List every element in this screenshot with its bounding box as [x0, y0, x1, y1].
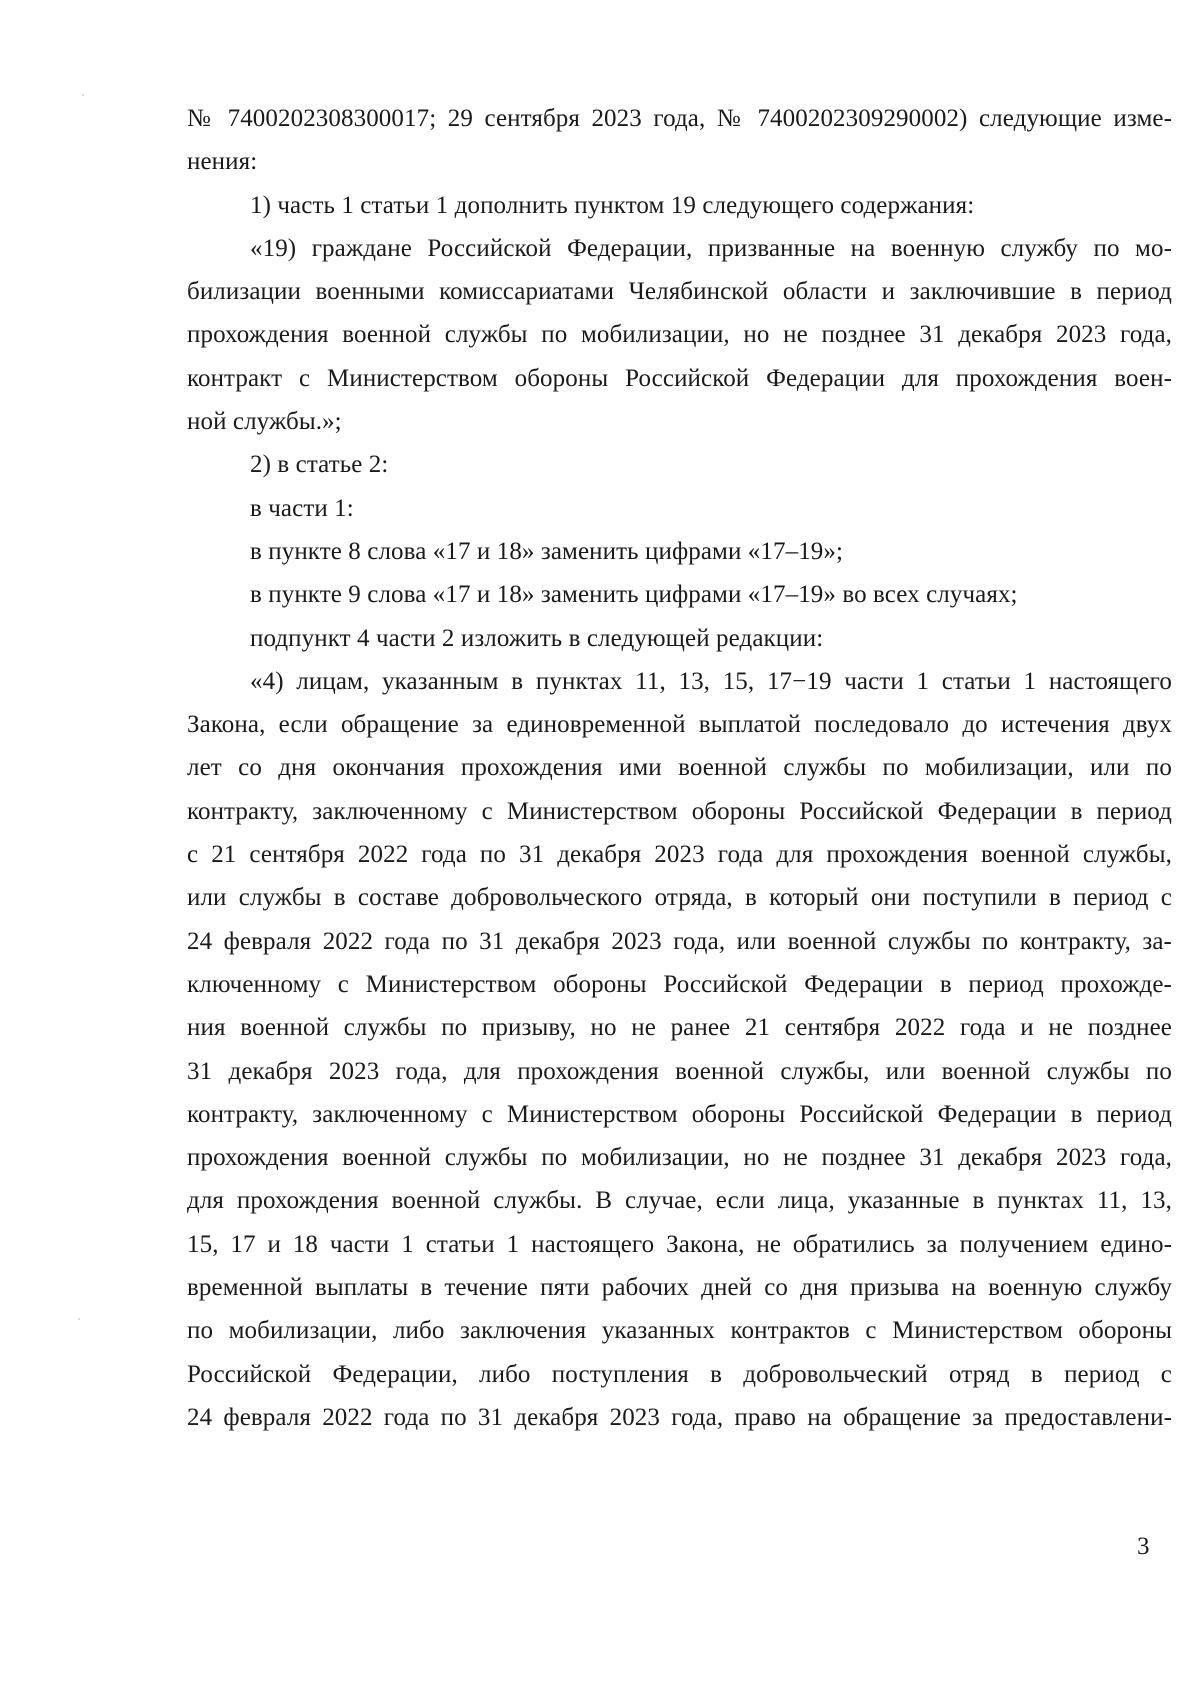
text-line: или службы в составе добровольческого отряда, в который они поступили в период с — [187, 884, 1172, 912]
text-line: «4) лицам, указанным в пунктах 11, 13, 15, 17−19 части 1 статьи 1 настоящего — [250, 667, 1172, 695]
text-line: билизации военными комиссариатами Челябинской области и заключившие в период — [187, 278, 1172, 306]
text-line: ключенному с Министерством обороны Российской Федерации в период прохожде- — [187, 970, 1172, 998]
text-line: № 7400202308300017; 29 сентября 2023 года, № 7400202309290002) следующие изме- — [187, 105, 1172, 132]
text-line: ния военной службы по призыву, но не ранее 21 сентября 2022 года и не позднее — [187, 1014, 1172, 1042]
document-body — [187, 97, 1172, 1439]
text-line: 31 декабря 2023 года, для прохождения военной службы, или военной службы по — [187, 1057, 1172, 1085]
text-line: контракту, заключенному с Министерством обороны Российской Федерации в период — [187, 797, 1172, 825]
text-line: «19) граждане Российской Федерации, призванные на военную службу по мо- — [250, 234, 1172, 262]
text-line: Закона, если обращение за единовременной выплатой последовало до истечения двух — [187, 711, 1172, 739]
text-line: по мобилизации, либо заключения указанных контрактов с Министерством обороны — [187, 1317, 1172, 1345]
text-line: ной службы.»; — [187, 408, 342, 436]
text-line: Российской Федерации, либо поступления в добровольческий отряд в период с — [187, 1360, 1172, 1388]
text-line: прохождения военной службы по мобилизации, но не позднее 31 декабря 2023 года, — [187, 1144, 1172, 1172]
page-number: 3 — [1137, 1533, 1150, 1560]
text-line: 1) часть 1 статьи 1 дополнить пунктом 19 следующего содержания: — [250, 191, 975, 219]
text-line: 24 февраля 2022 года по 31 декабря 2023 года, право на обращение за предоставлени- — [187, 1403, 1172, 1431]
text-line: 24 февраля 2022 года по 31 декабря 2023 года, или военной службы по контракту, за- — [187, 927, 1172, 955]
text-line: в пункте 9 слова «17 и 18» заменить цифрами «17–19» во всех случаях; — [250, 581, 1018, 609]
scan-speck — [82, 94, 84, 96]
text-line: контракт с Министерством обороны Российской Федерации для прохождения воен- — [187, 364, 1172, 392]
text-line: для прохождения военной службы. В случае, если лица, указанные в пунктах 11, 13, — [187, 1187, 1172, 1215]
text-line: 2) в статье 2: — [250, 451, 389, 479]
text-line: 15, 17 и 18 части 1 статьи 1 настоящего Закона, не обратились за получением едино- — [187, 1230, 1172, 1258]
text-line: контракту, заключенному с Министерством обороны Российской Федерации в период — [187, 1100, 1172, 1128]
text-line: лет со дня окончания прохождения ими военной службы по мобилизации, или по — [187, 754, 1172, 782]
text-line: временной выплаты в течение пяти рабочих дней со дня призыва на военную службу — [187, 1274, 1172, 1302]
text-line: прохождения военной службы по мобилизации, но не позднее 31 декабря 2023 года, — [187, 321, 1172, 349]
text-line: в пункте 8 слова «17 и 18» заменить цифрами «17–19»; — [250, 537, 844, 565]
scan-speck — [78, 1318, 80, 1320]
text-line: подпункт 4 части 2 изложить в следующей редакции: — [250, 624, 824, 652]
text-line: нения: — [187, 148, 258, 176]
text-line: в части 1: — [250, 494, 354, 522]
text-line: с 21 сентября 2022 года по 31 декабря 2023 года для прохождения военной службы, — [187, 841, 1172, 869]
